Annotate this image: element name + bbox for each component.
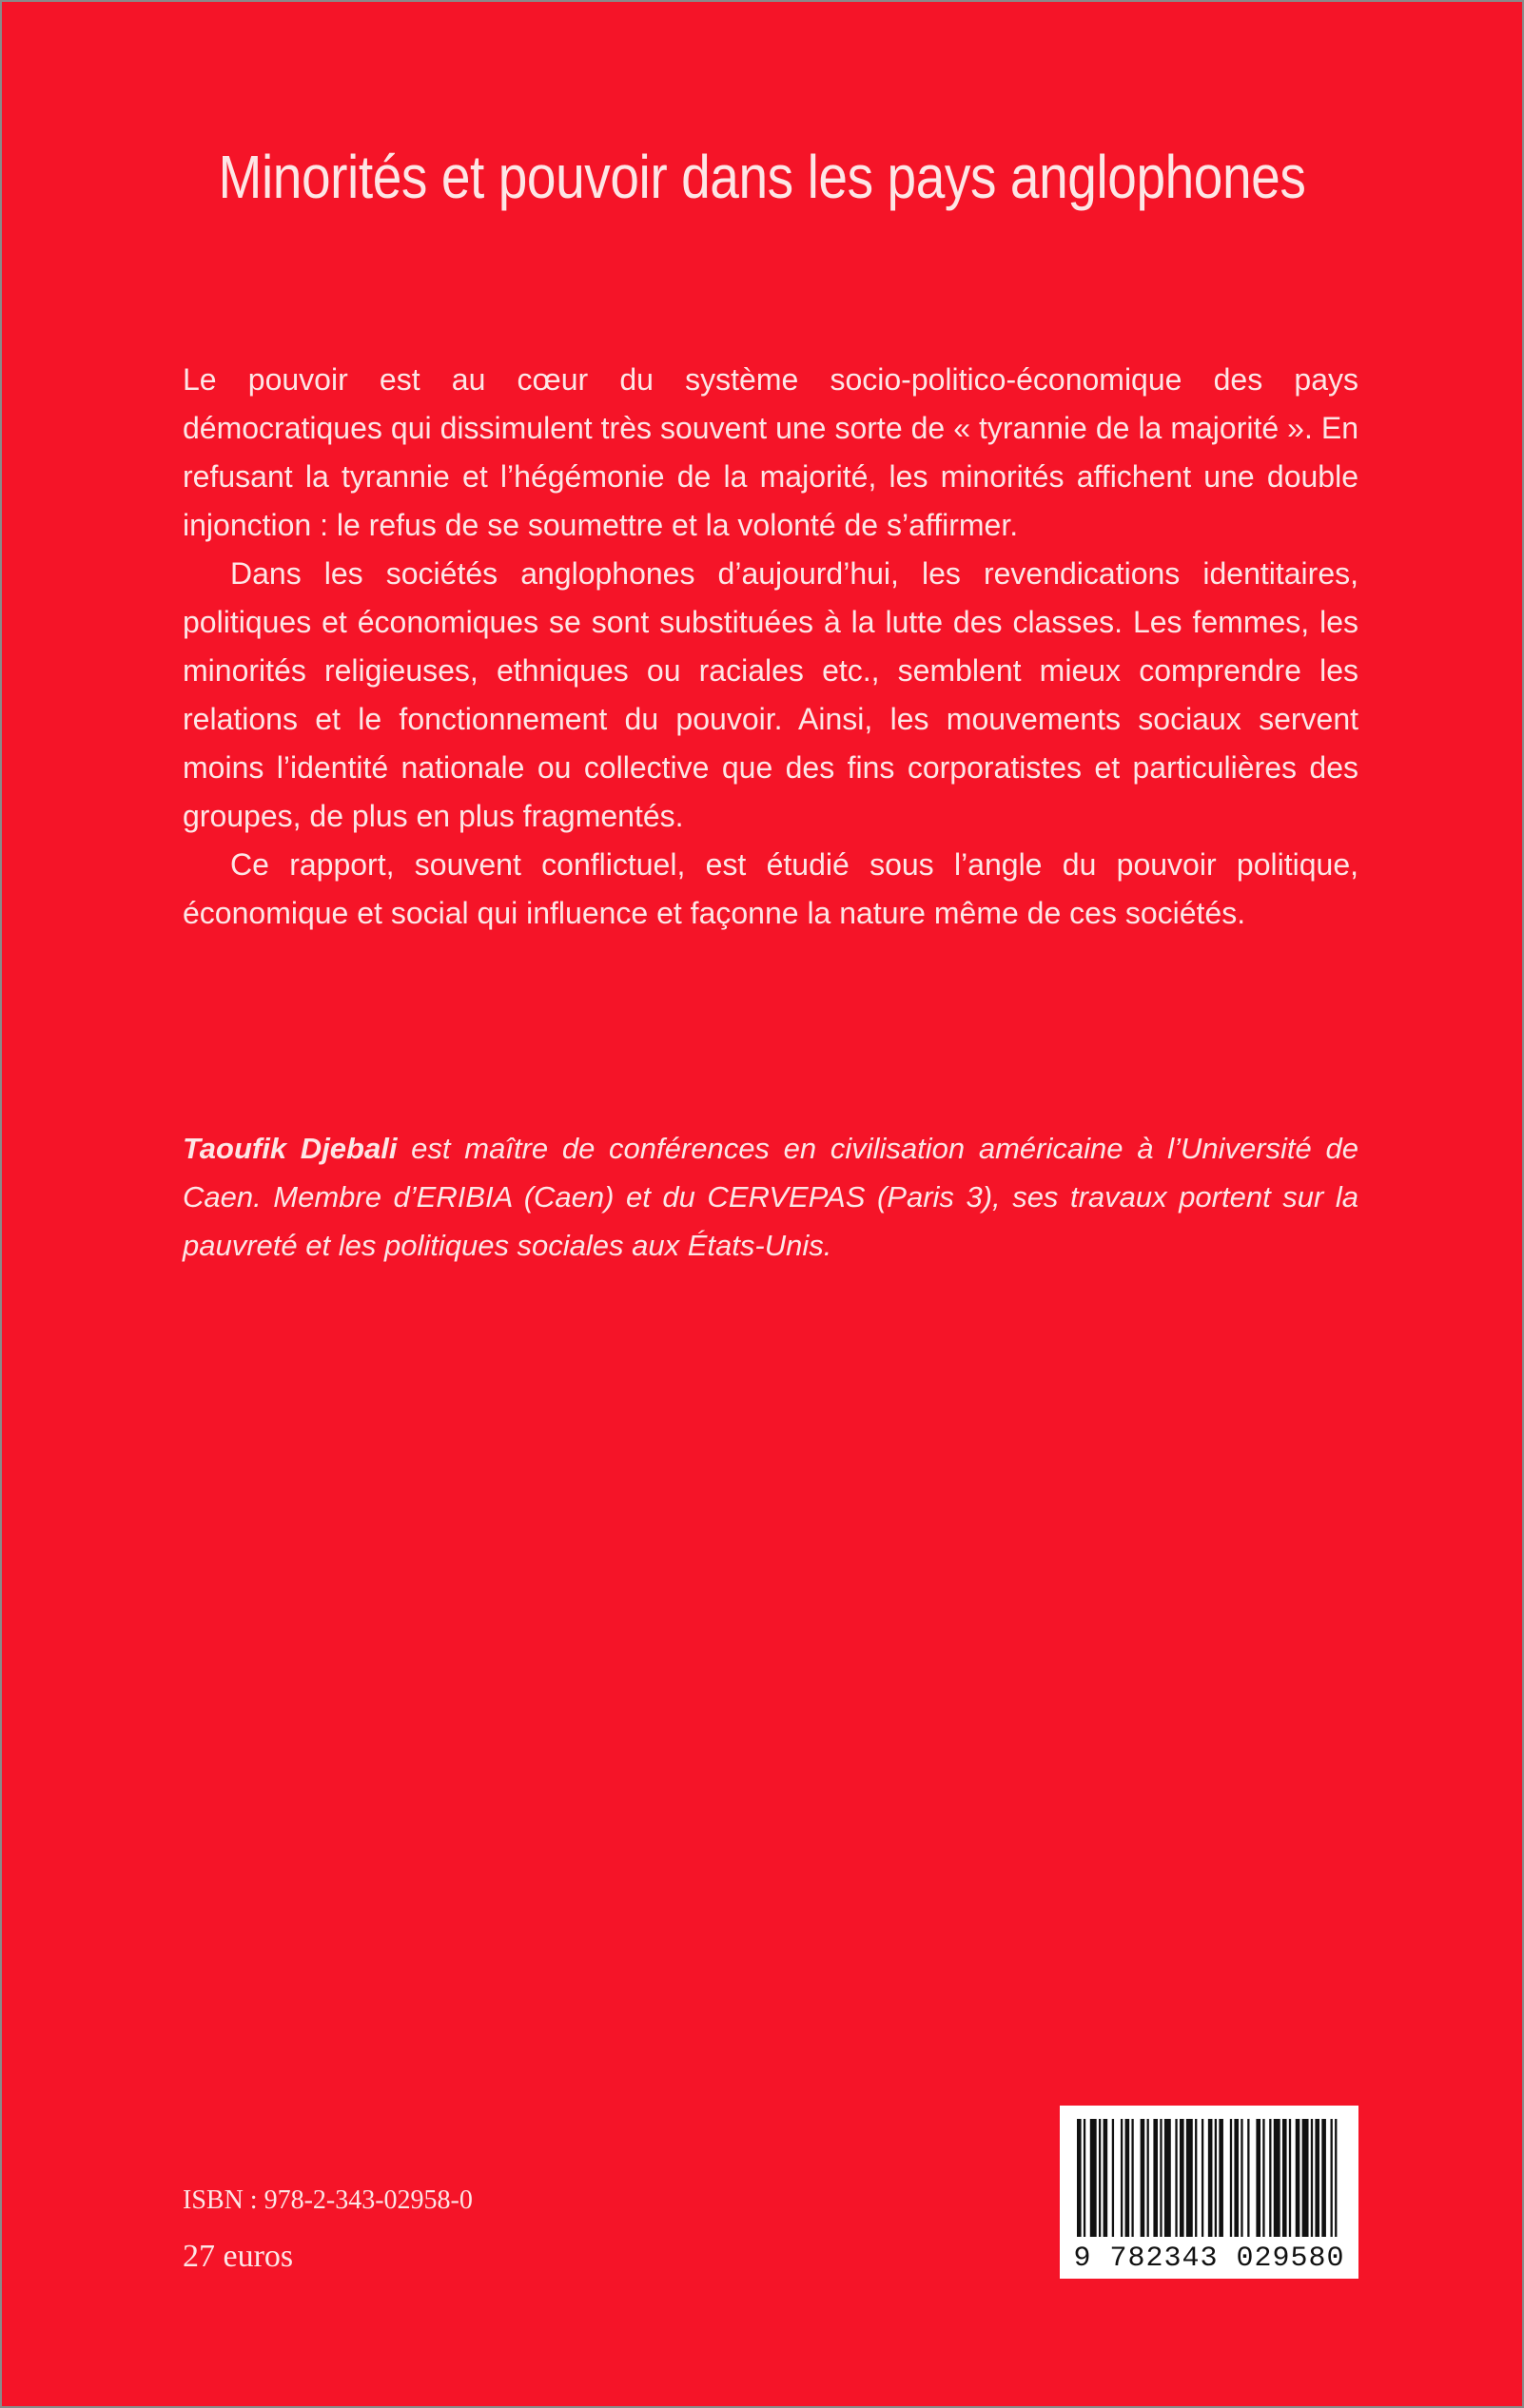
barcode-bar [1321,2119,1326,2237]
barcode-bar [1215,2119,1217,2237]
barcode-bar [1147,2119,1149,2237]
barcode-bar [1125,2119,1130,2237]
barcode-bar [1112,2119,1114,2237]
barcode-bar [1296,2119,1300,2237]
barcode-bar [1234,2119,1239,2237]
summary-paragraph-2: Dans les sociétés anglophones d’aujourd’hui, les revendications identitaires, politiques et économiques se sont substituées à la lutte des classes. Les femmes, les minorités religieuses, ethniques ou raciales etc., semblent mieux comprendre les relations et le fonctionnement du pouvoir. Ainsi, les mouvements sociaux servent moins l’identité nationale ou collective que des fins corporatistes et particulières des groupes, de plus en plus fragmentés. [183,556,1358,833]
barcode-bar [1180,2119,1184,2237]
barcode-bar [1153,2119,1158,2237]
barcode-digits: 9 782343 029580 [1073,2243,1345,2275]
barcode-bar [1335,2119,1337,2237]
barcode-bar [1256,2119,1260,2237]
author-bio-text: est maître de conférences en civilisation américaine à l’Université de Caen. Membre d’ERIBIA (Caen) et du CERVEPAS (Paris 3), ses travaux portent sur la pauvreté et les politiques sociales aux États-Unis. [183,1132,1358,1262]
barcode-bar [1269,2119,1271,2237]
barcode-bar [1164,2119,1171,2237]
barcode-bar [1121,2119,1123,2237]
barcode-bar [1084,2119,1085,2237]
barcode-bar [1104,2119,1108,2237]
barcode-bar [1090,2119,1097,2237]
price-label: 27 euros [183,2239,294,2274]
author-name: Taoufik Djebali [183,1132,398,1165]
barcode-bar [1247,2119,1249,2237]
barcode-bar [1175,2119,1177,2237]
barcode-bar [1077,2119,1082,2237]
barcode-bar [1311,2119,1313,2237]
barcode-bar [1160,2119,1162,2237]
barcode-bar [1131,2119,1133,2237]
summary-paragraph-1: Le pouvoir est au cœur du système socio-politico-économique des pays démocratiques qui dissimulent très souvent une sorte de « tyrannie de la majorité ». En refusant la tyrannie et l’hégémonie de la majorité, les minorités affichent une double injonction : le refus de se soumettre et la volonté de s’affirmer. [183,362,1358,542]
barcode-bar [1186,2119,1193,2237]
barcode-bar [1282,2119,1287,2237]
barcode-bar [1195,2119,1197,2237]
summary-paragraph-3: Ce rapport, souvent conflictuel, est étudié sous l’angle du pouvoir politique, économique et social qui influence et façonne la nature même de ces sociétés. [183,847,1358,930]
barcode-bar [1230,2119,1232,2237]
barcode-bar [1208,2119,1213,2237]
barcode-bar [1331,2119,1333,2237]
barcode-bar [1099,2119,1101,2237]
barcode-bar [1262,2119,1264,2237]
barcode-bar [1302,2119,1309,2237]
barcode-bars [1077,2119,1341,2237]
author-bio [183,1124,1358,1270]
barcode [1060,2106,1358,2279]
book-title: Minorités et pouvoir dans les pays anglophones [218,143,1306,211]
barcode-bar [1315,2119,1319,2237]
barcode-bar [1289,2119,1291,2237]
barcode-bar [1274,2119,1280,2237]
summary-text [183,356,1358,938]
barcode-bar [1219,2119,1223,2237]
barcode-bar [1141,2119,1145,2237]
barcode-bar [1241,2119,1242,2237]
barcode-bar [1202,2119,1203,2237]
isbn-label: ISBN : 978-2-343-02958-0 [183,2185,473,2215]
